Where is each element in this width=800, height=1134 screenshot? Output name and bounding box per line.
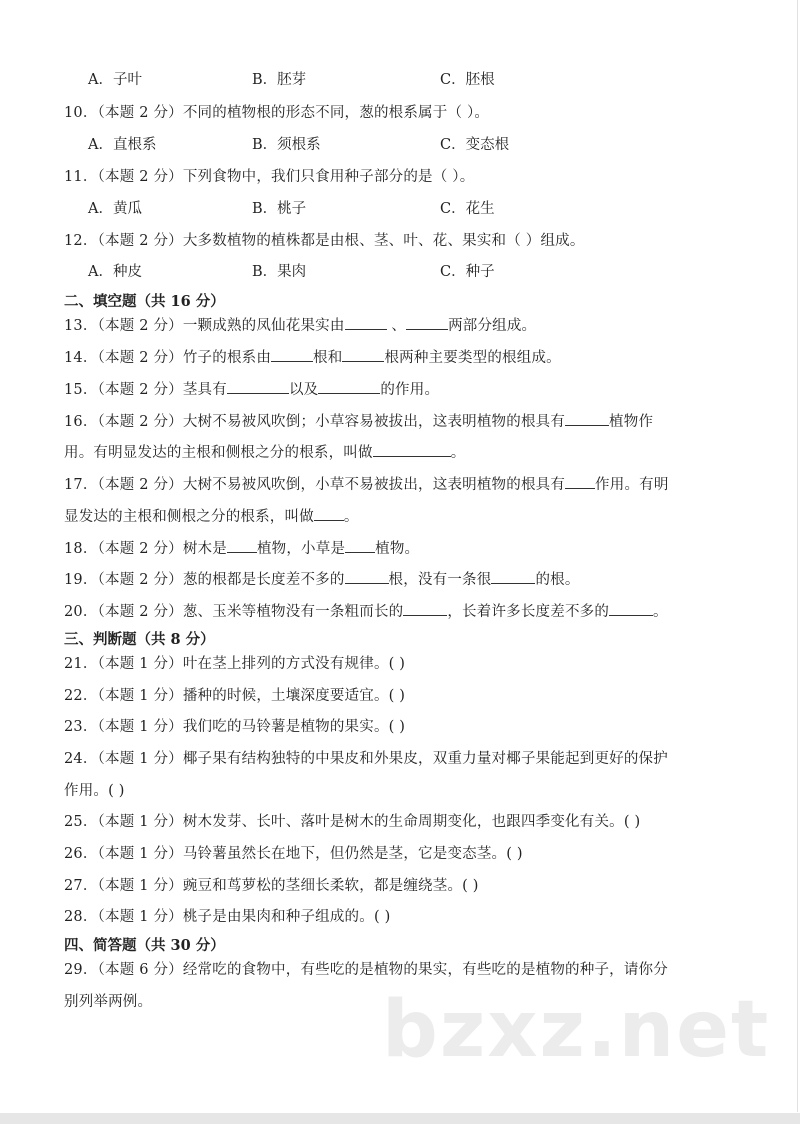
section-true-false-title: 三、判断题（共 8 分） [64, 631, 215, 648]
answer-blank[interactable] [345, 571, 389, 584]
q11-option-c: C．花生 [440, 201, 495, 217]
question-28: 28．（本题 1 分）桃子是由果肉和种子组成的。( ) [64, 909, 391, 925]
question-14: 14．（本题 2 分）竹子的根系由 根和 根两种主要类型的根组成。 [64, 350, 561, 366]
question-25: 25．（本题 1 分）树木发芽、长叶、落叶是树木的生命周期变化，也跟四季变化有关。( ) [64, 814, 641, 830]
question-24-line1: 24．（本题 1 分）椰子果有结构独特的中果皮和外果皮，双重力量对椰子果能起到更好的保护 [64, 751, 668, 767]
answer-blank[interactable] [345, 317, 387, 330]
question-15: 15．（本题 2 分）茎具有 以及 的作用。 [64, 382, 440, 398]
question-16-line2: 用。有明显发达的主根和侧根之分的根系，叫做 。 [64, 445, 466, 461]
q10-option-c: C．变态根 [440, 137, 510, 153]
q12-option-b: B．果肉 [252, 264, 307, 280]
q11-option-a: A．黄瓜 [88, 201, 142, 217]
q10-option-a: A．直根系 [88, 137, 157, 153]
question-11: 11．（本题 2 分）下列食物中，我们只食用种子部分的是（ ）。 [64, 169, 475, 185]
answer-blank[interactable] [314, 508, 344, 521]
question-24-line2: 作用。( ) [64, 783, 125, 799]
question-12: 12．（本题 2 分）大多数植物的植株都是由根、茎、叶、花、果实和（ ）组成。 [64, 233, 585, 249]
q9-option-c: C．胚根 [440, 72, 495, 88]
question-13: 13．（本题 2 分）一颗成熟的凤仙花果实由 、 两部分组成。 [64, 318, 537, 334]
answer-blank[interactable] [491, 571, 535, 584]
question-29-line1: 29．（本题 6 分）经常吃的食物中，有些吃的是植物的果实，有些吃的是植物的种子，请你分 [64, 962, 668, 978]
q9-option-b: B．胚芽 [252, 72, 307, 88]
question-26: 26．（本题 1 分）马铃薯虽然长在地下，但仍然是茎，它是变态茎。( ) [64, 846, 523, 862]
section-short-answer-title: 四、简答题（共 30 分） [64, 937, 225, 954]
question-17-line2: 显发达的主根和侧根之分的根系，叫做 。 [64, 509, 359, 525]
answer-blank[interactable] [565, 476, 595, 489]
answer-blank[interactable] [403, 603, 447, 616]
question-19: 19．（本题 2 分）葱的根都是长度差不多的 根，没有一条很 的根。 [64, 572, 580, 588]
q10-option-b: B．须根系 [252, 137, 321, 153]
q9-option-a: A．子叶 [88, 72, 142, 88]
question-16-line1: 16．（本题 2 分）大树不易被风吹倒；小草容易被拔出，这表明植物的根具有 植物作 [64, 414, 654, 430]
question-20: 20．（本题 2 分）葱、玉米等植物没有一条粗而长的 ，长着许多长度差不多的 。 [64, 604, 668, 620]
question-29-line2: 别列举两例。 [64, 994, 153, 1010]
question-21: 21．（本题 1 分）叶在茎上排列的方式没有规律。( ) [64, 656, 406, 672]
answer-blank[interactable] [609, 603, 653, 616]
page-separator [0, 1113, 800, 1124]
answer-blank[interactable] [342, 349, 384, 362]
answer-blank[interactable] [271, 349, 313, 362]
q12-option-c: C．种子 [440, 264, 495, 280]
answer-blank[interactable] [565, 413, 609, 426]
answer-blank[interactable] [406, 317, 448, 330]
question-27: 27．（本题 1 分）豌豆和茑萝松的茎细长柔软，都是缠绕茎。( ) [64, 878, 479, 894]
watermark: bzxz.net [382, 985, 771, 1075]
q11-option-b: B．桃子 [252, 201, 307, 217]
q12-option-a: A．种皮 [88, 264, 142, 280]
answer-blank[interactable] [373, 444, 451, 457]
answer-blank[interactable] [227, 381, 289, 394]
question-10: 10．（本题 2 分）不同的植物根的形态不同，葱的根系属于（ ）。 [64, 105, 490, 121]
question-22: 22．（本题 1 分）播种的时候，土壤深度要适宜。( ) [64, 688, 406, 704]
question-17-line1: 17．（本题 2 分）大树不易被风吹倒，小草不易被拔出，这表明植物的根具有 作用。有明 [64, 477, 669, 493]
question-18: 18．（本题 2 分）树木是 植物，小草是 植物。 [64, 541, 420, 557]
section-fill-in-blank-title: 二、填空题（共 16 分） [64, 293, 225, 310]
answer-blank[interactable] [318, 381, 380, 394]
question-23: 23．（本题 1 分）我们吃的马铃薯是植物的果实。( ) [64, 719, 406, 735]
answer-blank[interactable] [227, 540, 257, 553]
answer-blank[interactable] [345, 540, 375, 553]
